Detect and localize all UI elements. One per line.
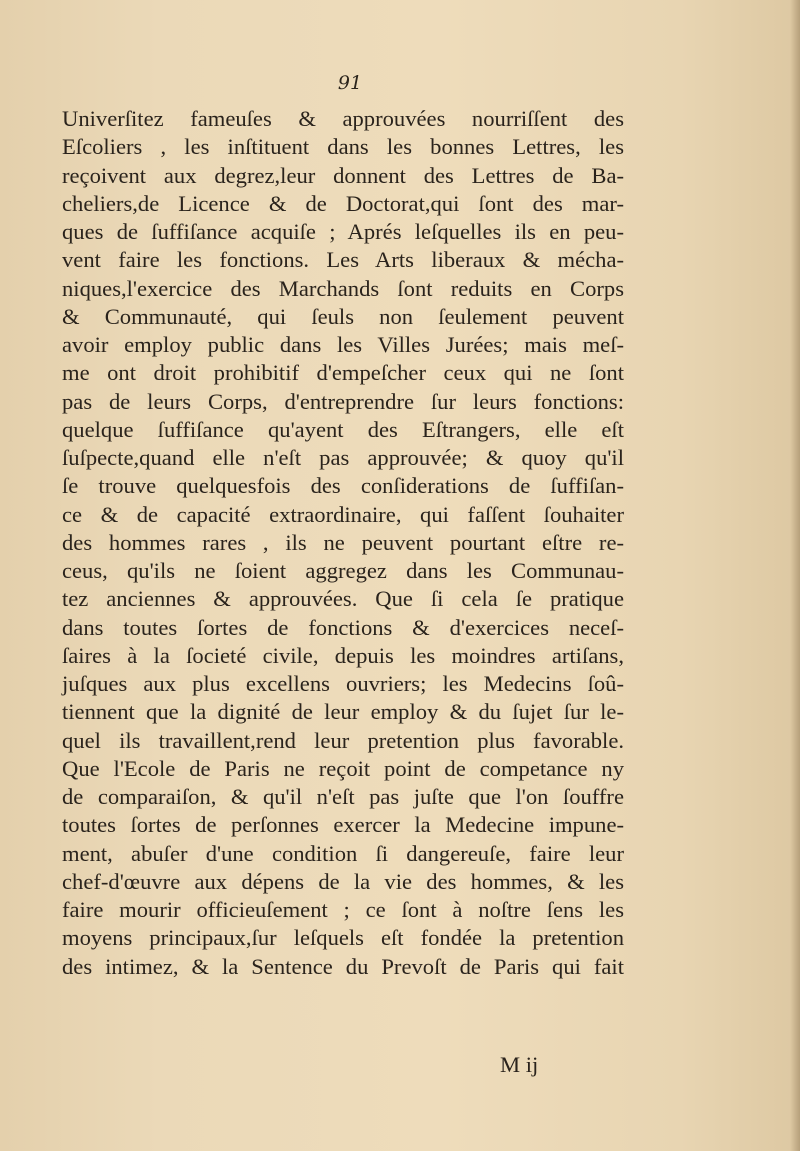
text-line: des hommes rares , ils ne peuvent pourtant eſtre re- [62,529,624,555]
text-line: ques de ſuffiſance acquiſe ; Aprés leſquelles ils en peu- [62,219,624,244]
text-line: ce & de capacité extraordinaire, qui faſſent ſouhaiter [62,501,624,527]
text-line: quelque ſuffiſance qu'ayent des Eſtrangers, elle eſt [62,416,624,442]
text-line: tiennent que la dignité de leur employ & du ſujet ſur le- [62,699,624,725]
signature-mark: M ij [500,1052,539,1077]
text-line: Eſcoliers , les inſtituent dans les bonnes Lettres, les [62,134,624,160]
text-line: dans toutes ſortes de fonctions & d'exercices neceſ- [62,614,624,640]
text-line: toutes ſortes de perſonnes exercer la Medecine impune- [62,812,624,838]
text-line: vent faire les fonctions. Les Arts liberaux & mécha- [62,247,624,273]
text-line: de comparaiſon, & qu'il n'eſt pas juſte que l'on ſouffre [62,784,624,809]
text-line: ſuſpecte,quand elle n'eſt pas approuvée; & quoy qu'il [62,445,624,470]
text-line: ſe trouve quelquesfois des conſiderations de ſuffiſan- [62,473,624,499]
text-line: & Communauté, qui ſeuls non ſeulement peuvent [62,303,624,329]
text-line: chef-d'œuvre aux dépens de la vie des hommes, & les [62,868,624,894]
text-line: Univerſitez fameuſes & approuvées nourriſſent des [62,106,624,131]
text-line: des intimez, & la Sentence du Prevoſt de Paris qui fait [62,953,624,979]
page-edge-shadow [790,0,800,1151]
text-line: moyens principaux,ſur leſquels eſt fondée la pretention [62,925,624,951]
text-line: avoir employ public dans les Villes Jurées; mais meſ- [62,332,624,357]
text-line: me ont droit prohibitif d'empeſcher ceux qui ne ſont [62,360,624,386]
text-line: pas de leurs Corps, d'entreprendre ſur leurs fonctions: [62,388,624,414]
text-line: ment, abuſer d'une condition ſi dangereuſe, faire leur [62,840,624,866]
text-line: tez anciennes & approuvées. Que ſi cela ſe pratique [62,586,624,612]
text-line: niques,l'exercice des Marchands ſont reduits en Corps [62,275,624,301]
page-number: 91 [337,72,363,94]
text-line: cheliers,de Licence & de Doctorat,qui ſont des mar- [62,190,624,216]
text-line: ceus, qu'ils ne ſoient aggregez dans les Communau- [62,558,624,583]
text-line: quel ils travaillent,rend leur pretention plus favorable. [62,727,624,753]
text-line: faire mourir officieuſement ; ce ſont à noſtre ſens les [62,897,624,922]
body-text [62,105,624,981]
text-line: ſaires à la ſocieté civile, depuis les moindres artiſans, [62,642,624,668]
text-line: Que l'Ecole de Paris ne reçoit point de competance ny [62,755,624,781]
text-line: reçoivent aux degrez,leur donnent des Lettres de Ba- [62,162,624,188]
text-line: juſques aux plus excellens ouvriers; les Medecins ſoû- [62,671,624,696]
